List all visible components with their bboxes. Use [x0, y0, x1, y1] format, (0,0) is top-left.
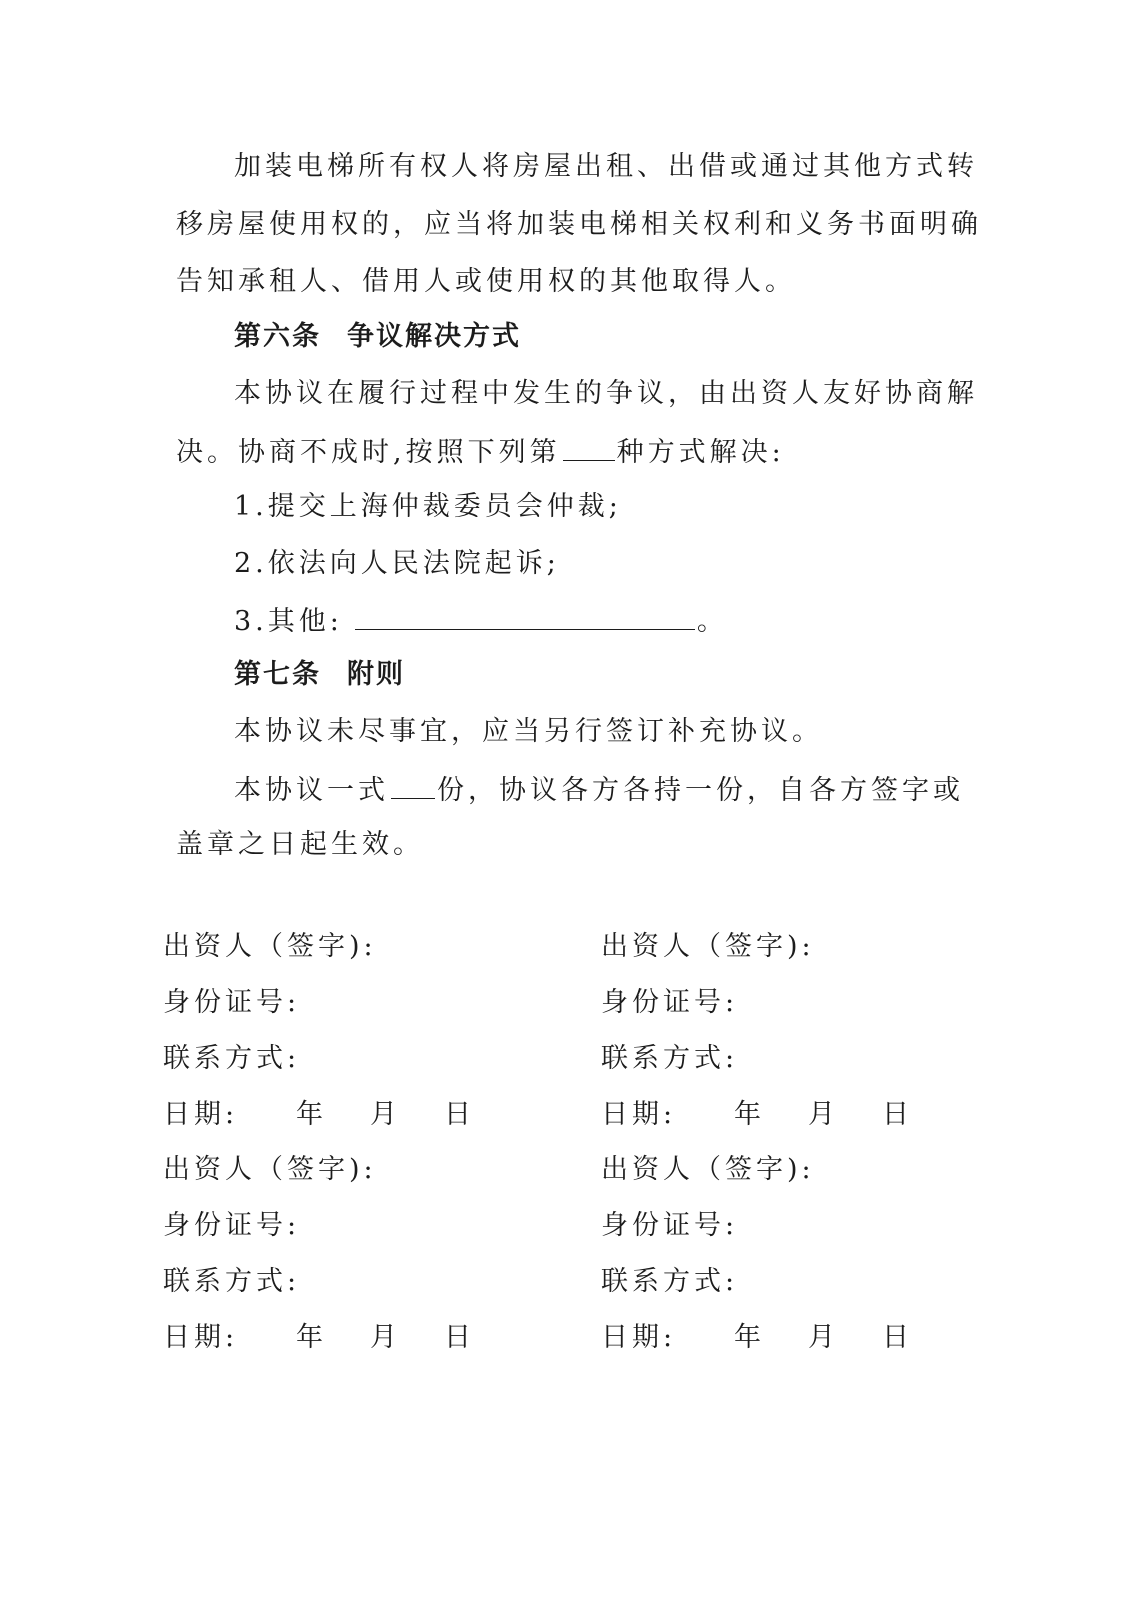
article5-line2: 移房屋使用权的，应当将加装电梯相关权利和义务书面明确 [176, 209, 982, 240]
investor-signature-label: 出资人（签字): [163, 931, 377, 962]
article6-option1: 1.提交上海仲裁委员会仲裁; [234, 491, 622, 522]
date-label: 日期: [163, 1322, 239, 1353]
id-number-label: 身份证号: [163, 1210, 301, 1241]
contact-label: 联系方式: [163, 1043, 301, 1074]
date-line [601, 1323, 921, 1353]
article6-title: 争议解决方式 [347, 321, 521, 352]
date-line [601, 1100, 921, 1130]
year-label: 年 [734, 1322, 765, 1353]
article6-line2-end: 种方式解决: [616, 437, 785, 468]
date-label: 日期: [601, 1099, 677, 1130]
day-label: 日 [444, 1099, 475, 1130]
copies-blank[interactable] [391, 774, 435, 799]
id-number-label: 身份证号: [601, 987, 739, 1018]
date-label: 日期: [163, 1099, 239, 1130]
month-label: 月 [370, 1322, 401, 1353]
month-label: 月 [808, 1099, 839, 1130]
article7-line2-start: 本协议一式 [234, 775, 389, 806]
article6-option3 [176, 605, 728, 635]
investor-signature-label: 出资人（签字): [601, 931, 815, 962]
day-label: 日 [882, 1099, 913, 1130]
day-label: 日 [882, 1322, 913, 1353]
id-number-label: 身份证号: [163, 987, 301, 1018]
article7-number: 第七条 [234, 659, 321, 690]
article6-line1: 本协议在履行过程中发生的争议，由出资人友好协商解 [234, 378, 978, 409]
contact-label: 联系方式: [163, 1266, 301, 1297]
article7-title: 附则 [347, 659, 405, 690]
other-method-blank[interactable] [355, 605, 695, 630]
article6-number: 第六条 [234, 321, 321, 352]
date-line [163, 1323, 483, 1353]
article7-line3: 盖章之日起生效。 [176, 829, 424, 860]
investor-signature-label: 出资人（签字): [163, 1154, 377, 1185]
month-label: 月 [370, 1099, 401, 1130]
date-line [163, 1100, 483, 1130]
day-label: 日 [444, 1322, 475, 1353]
method-number-blank[interactable] [563, 436, 615, 461]
article7-line1: 本协议未尽事宜，应当另行签订补充协议。 [234, 716, 823, 747]
date-label: 日期: [601, 1322, 677, 1353]
id-number-label: 身份证号: [601, 1210, 739, 1241]
year-label: 年 [296, 1322, 327, 1353]
investor-signature-label: 出资人（签字): [601, 1154, 815, 1185]
contact-label: 联系方式: [601, 1043, 739, 1074]
article6-line2-start: 决。协商不成时,按照下列第 [176, 437, 561, 468]
contact-label: 联系方式: [601, 1266, 739, 1297]
option3-end: 。 [696, 606, 728, 637]
article5-line3: 告知承租人、借用人或使用权的其他取得人。 [176, 266, 796, 297]
article7-heading [176, 660, 405, 690]
article5-line1: 加装电梯所有权人将房屋出租、出借或通过其他方式转 [234, 151, 978, 182]
year-label: 年 [296, 1099, 327, 1130]
year-label: 年 [734, 1099, 765, 1130]
article6-heading [176, 322, 521, 352]
article7-line2 [176, 774, 964, 804]
option3-label: 3.其他: [234, 606, 343, 637]
article6-line2 [176, 436, 785, 466]
article6-option2: 2.依法向人民法院起诉; [234, 548, 560, 579]
article7-line2-end: 份，协议各方各持一份，自各方签字或 [437, 775, 964, 806]
month-label: 月 [808, 1322, 839, 1353]
